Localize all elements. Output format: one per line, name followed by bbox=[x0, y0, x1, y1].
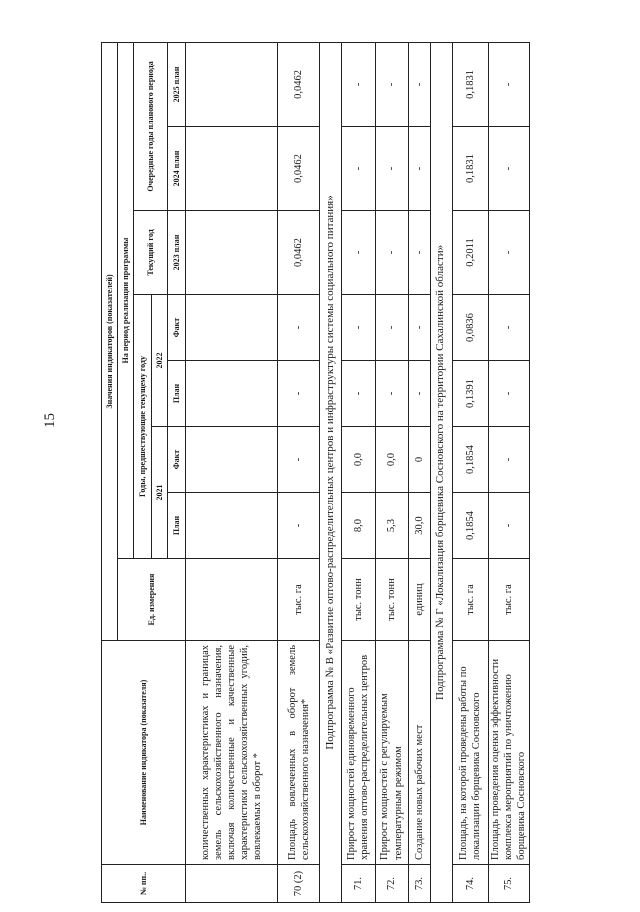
row-unit: единиц bbox=[408, 559, 430, 641]
header-name: Наименование индикатора (показателя) bbox=[102, 641, 186, 865]
row-2021-plan: - bbox=[488, 493, 529, 559]
row-num: 70 (2) bbox=[278, 865, 320, 903]
table-row bbox=[488, 42, 529, 902]
row-unit: тыс. тонн bbox=[375, 559, 408, 641]
row-2023: 0,0462 bbox=[278, 211, 320, 295]
subprogram-b-heading: Подпрограмма № В «Развитие оптово-распределительных центров и инфраструктуры системы социального питания» bbox=[320, 42, 342, 902]
row-num: 72. bbox=[375, 865, 408, 903]
header-2022-plan: План bbox=[168, 361, 186, 427]
row-2021-fact: 0,1854 bbox=[452, 427, 488, 493]
row-2021-fact: 0,0 bbox=[342, 427, 375, 493]
row-2025: - bbox=[408, 42, 430, 126]
header-values: Значения индикаторов (показателей) bbox=[102, 42, 118, 640]
row-2021-plan: 30,0 bbox=[408, 493, 430, 559]
row-2024: - bbox=[408, 127, 430, 211]
row-unit: тыс. га bbox=[452, 559, 488, 641]
row-name: Создание новых рабочих мест bbox=[408, 641, 430, 865]
row-name: Площадь вовлеченных в оборот земель сельскохозяйственного назначения* bbox=[278, 641, 320, 865]
table-row bbox=[408, 42, 430, 902]
table-row bbox=[278, 42, 320, 902]
table-row bbox=[452, 42, 488, 902]
row-2021-fact: 0,0 bbox=[375, 427, 408, 493]
row-2023 bbox=[186, 211, 278, 295]
row-2021-plan: 8,0 bbox=[342, 493, 375, 559]
row-2023: - bbox=[408, 211, 430, 295]
indicator-table-frame bbox=[101, 43, 530, 903]
indicator-table bbox=[101, 42, 530, 903]
row-unit: тыс. га bbox=[278, 559, 320, 641]
table-row bbox=[342, 42, 375, 902]
row-2025: - bbox=[375, 42, 408, 126]
table-row bbox=[186, 42, 278, 902]
row-2022-plan: 0,1391 bbox=[452, 361, 488, 427]
row-2023: - bbox=[375, 211, 408, 295]
header-year-2021: 2021 bbox=[152, 427, 168, 559]
header-2023-plan: 2023 план bbox=[168, 211, 186, 295]
row-2023: - bbox=[488, 211, 529, 295]
header-2021-fact: Факт bbox=[168, 427, 186, 493]
header-unit: Ед. измерения bbox=[118, 559, 186, 641]
row-2022-fact: - bbox=[278, 295, 320, 361]
row-2022-fact: 0,0836 bbox=[452, 295, 488, 361]
row-2022-plan: - bbox=[278, 361, 320, 427]
row-name: Прирост мощностей единовременного хранения оптово-распределительных центров bbox=[342, 641, 375, 865]
row-2021-plan: - bbox=[278, 493, 320, 559]
row-2021-fact: 0 bbox=[408, 427, 430, 493]
row-2022-fact: - bbox=[488, 295, 529, 361]
row-unit: тыс. тонн bbox=[342, 559, 375, 641]
row-2021-fact: - bbox=[488, 427, 529, 493]
row-2025: 0,1831 bbox=[452, 42, 488, 126]
row-2022-plan: - bbox=[375, 361, 408, 427]
row-2024 bbox=[186, 127, 278, 211]
subprogram-g-heading: Подпрограмма № Г «Локализация борщевика Сосновского на территории Сахалинской области» bbox=[430, 42, 452, 902]
row-unit bbox=[186, 559, 278, 641]
row-2022-fact: - bbox=[342, 295, 375, 361]
header-prev-years: Годы, предшествующие текущему году bbox=[134, 295, 152, 559]
row-2023: 0,2011 bbox=[452, 211, 488, 295]
row-num: 74. bbox=[452, 865, 488, 903]
row-2022-plan bbox=[186, 361, 278, 427]
row-2021-fact: - bbox=[278, 427, 320, 493]
header-next-years: Очередные годы планового периода bbox=[134, 42, 168, 210]
header-year-2022: 2022 bbox=[152, 295, 168, 427]
row-2024: - bbox=[342, 127, 375, 211]
row-2022-plan: - bbox=[488, 361, 529, 427]
header-2025-plan: 2025 план bbox=[168, 42, 186, 126]
row-num: 75. bbox=[488, 865, 529, 903]
row-2025: - bbox=[342, 42, 375, 126]
table-row bbox=[375, 42, 408, 902]
header-2022-fact: Факт bbox=[168, 295, 186, 361]
header-current-year: Текущий год bbox=[134, 211, 168, 295]
header-num: № пп.. bbox=[102, 865, 186, 903]
row-2025: - bbox=[488, 42, 529, 126]
row-2025: 0,0462 bbox=[278, 42, 320, 126]
row-2024: 0,1831 bbox=[452, 127, 488, 211]
row-2022-fact: - bbox=[408, 295, 430, 361]
header-2024-plan: 2024 план bbox=[168, 127, 186, 211]
row-2024: 0,0462 bbox=[278, 127, 320, 211]
row-2023: - bbox=[342, 211, 375, 295]
row-2024: - bbox=[488, 127, 529, 211]
row-2025 bbox=[186, 42, 278, 126]
row-name: Площадь, на которой проведены работы по локализации борщевика Сосновского bbox=[452, 641, 488, 865]
row-2022-plan: - bbox=[408, 361, 430, 427]
row-num: 71. bbox=[342, 865, 375, 903]
row-num: 73. bbox=[408, 865, 430, 903]
row-name: Площадь проведения оценки эффективности комплекса мероприятий по уничтожению борщевика Сосновского bbox=[488, 641, 529, 865]
header-period: На период реализации программы bbox=[118, 42, 134, 558]
page-number: 15 bbox=[42, 413, 58, 428]
row-name: Прирост мощностей с регулируемым температурным режимом bbox=[375, 641, 408, 865]
header-2021-plan: План bbox=[168, 493, 186, 559]
row-2021-plan bbox=[186, 493, 278, 559]
row-2022-plan: - bbox=[342, 361, 375, 427]
row-2021-plan: 5,3 bbox=[375, 493, 408, 559]
row-name: количественных характеристиках и границах земель сельскохозяйственного назначения, включая количественные и качественные характеристики сельскохозяйственных угодий, вовлекаемых в оборот * bbox=[186, 641, 278, 865]
row-unit: тыс. га bbox=[488, 559, 529, 641]
row-2021-fact bbox=[186, 427, 278, 493]
row-num bbox=[186, 865, 278, 903]
row-2022-fact bbox=[186, 295, 278, 361]
row-2022-fact: - bbox=[375, 295, 408, 361]
row-2024: - bbox=[375, 127, 408, 211]
row-2021-plan: 0,1854 bbox=[452, 493, 488, 559]
